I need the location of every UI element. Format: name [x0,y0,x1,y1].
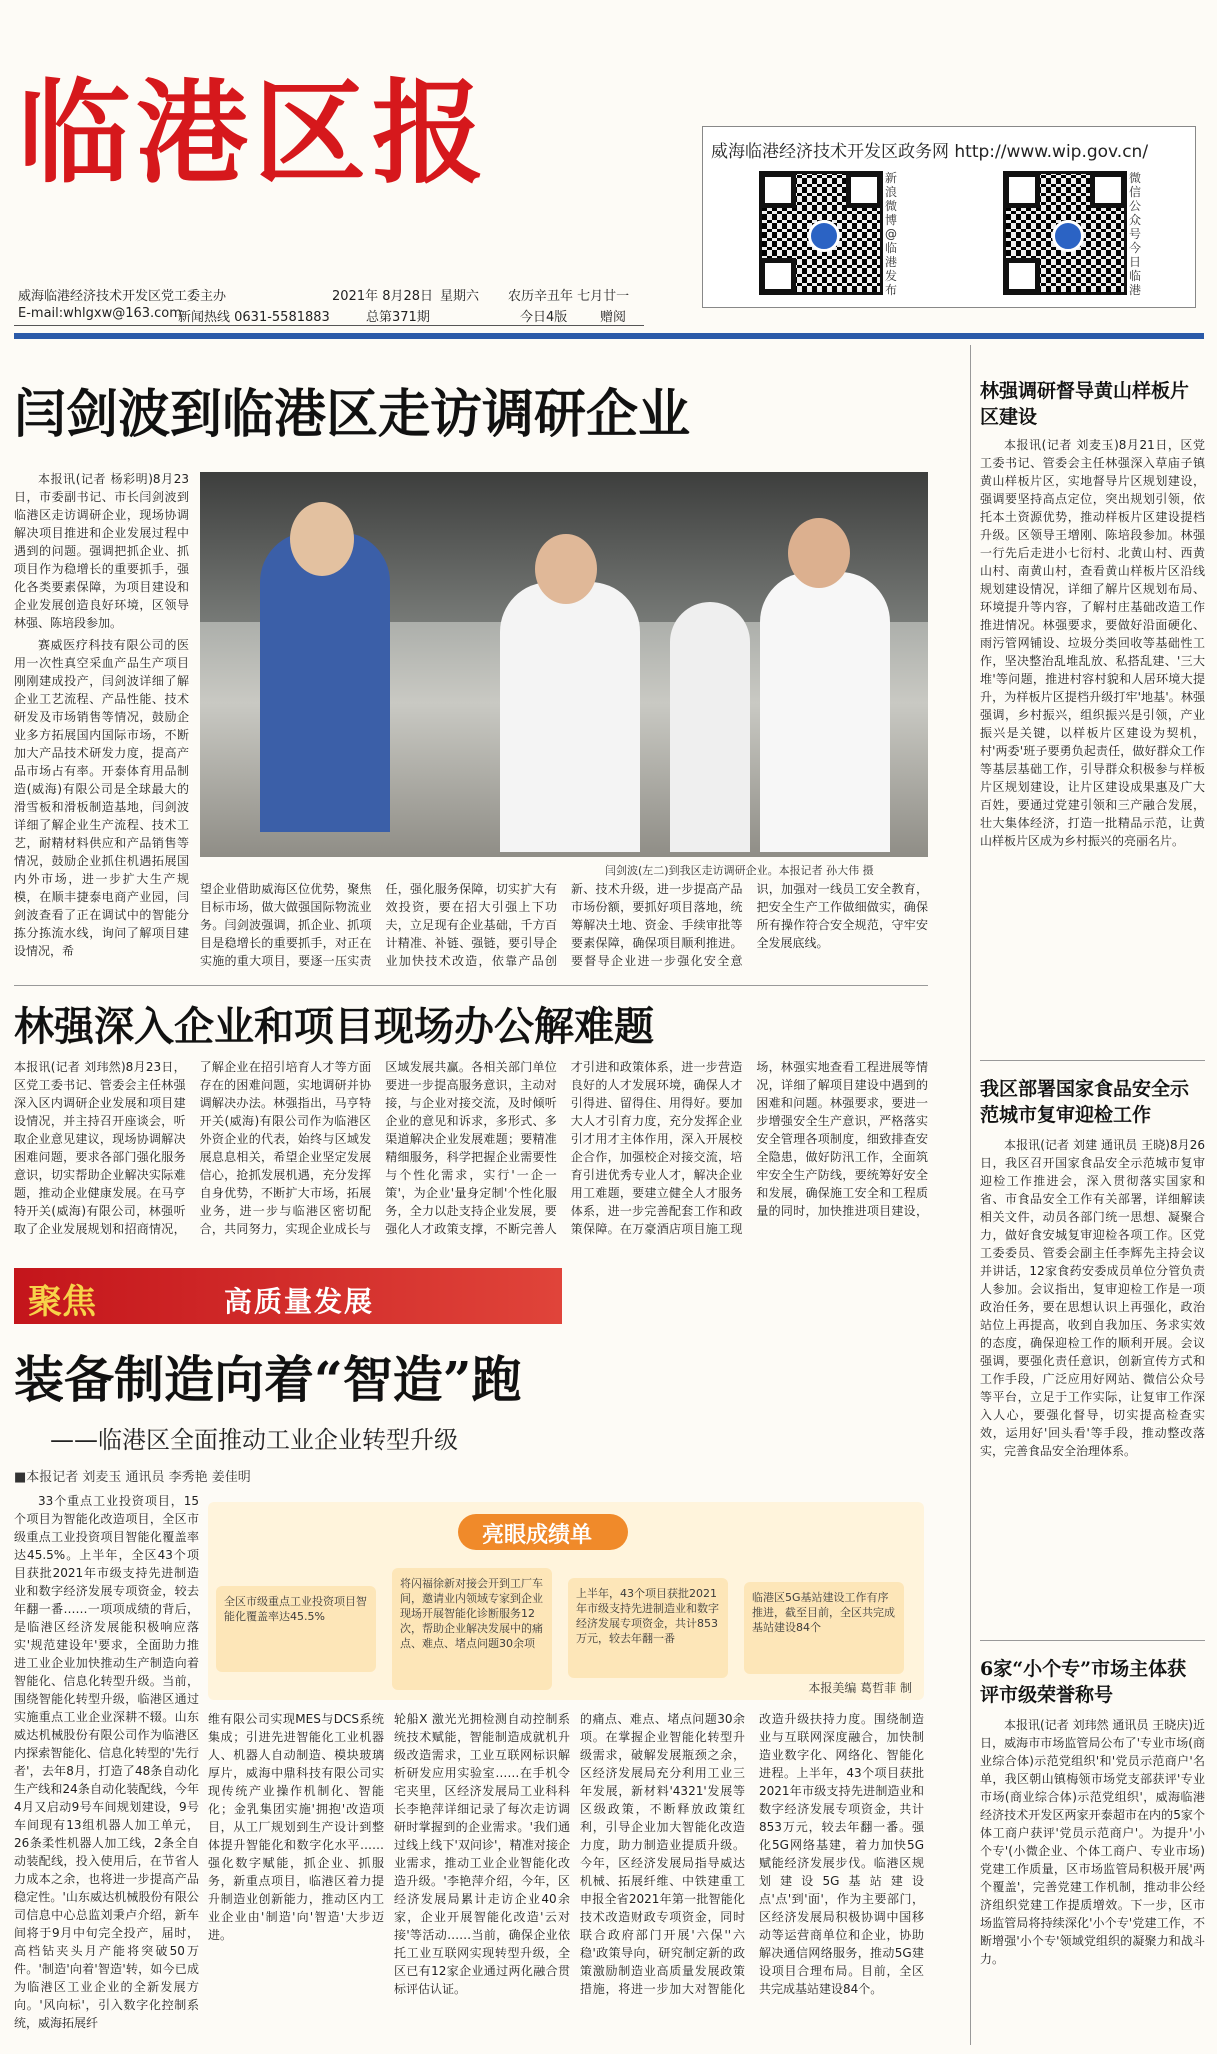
masthead-bar [14,333,1204,339]
banner-label-b: 高质量发展 [224,1285,375,1318]
lead-body-col1: 本报讯(记者 杨彩明)8月23日，市委副书记、市长闫剑波到临港区走访调研企业，现场协调解决项目推进和企业发展过程中遇到的问题。强调把抓企业、抓项目作为稳增长的重要抓手，强化各类要素保障，为项目建设和企业发展创造良好环境，区领导林强、陈培段参加。 赛威医疗科技有限公司的医用一次性真空采血产品生产项目刚刚建成投产，闫剑波详细了解企业工艺流程、产品性能、技术研发及市场销售等情况，鼓励企业多方拓展国内国际市场，不断加大产品技术研发力度，提高产品市场占有率。开泰体育用品制造(威海)有限公司是全球最大的滑雪板和滑板制造基地，闫剑波详细了解企业生产流程、技术工艺，耐精材料供应和产品销售等情况，鼓励企业抓住机遇拓展国内外市场，进一步扩大生产规模，在顺丰捷泰电商产业园，闫剑波查看了正在调试中的智能分拣分拣流水线，询问了解项目建设情况，希 [14,472,189,958]
sidebar-rule-2 [980,1640,1205,1641]
lead-headline: 闫剑波到临港区走访调研企业 [14,384,691,445]
sidebar-body-1: 本报讯(记者 刘麦玉)8月21日，区党工委书记、管委会主任林强深入草庙子镇黄山样板片区，实地督导片区规划建设，强调要坚持高点定位，突出规划引领，依托本土资源优势，推动样板片区建设提档升级。区领导王增刚、陈培段参加。林强一行先后走进小七衍村、北黄山村、西黄山村、南黄山村，查看黄山样板片区沿线规划建设情况，详细了解片区规划布局、环境提升等内容，了解村庄基础改造工作推进情况。林强要求，要做好沿面硬化、雨污管网铺设、垃圾分类回收等基础性工作，坚决整治乱堆乱放、私搭乱建、'三大堆'等问题，推进村容村貌和人居环境大提升，为样板片区提档升级打牢'地基'。林强强调，乡村振兴，组织振兴是引领，产业振兴是关键，以样板片区建设为契机，村'两委'班子要勇负起责任，做好群众工作等基层基础工作，引导群众积极参与样板片区规划建设，让片区建设成果惠及广大百姓，要通过党建引领和三产融合发展，壮大集体经济，打造一批精品示范，让黄山样板片区成为乡村振兴的亮丽名片。 [980,438,1205,848]
feature-body-col4: 的痛点、难点、堵点问题30余项。在掌握企业智能化转型升级需求，破解发展瓶颈之余，区经济发展局充分利用工业三年发展，新材料'4321'发展等区级政策，不断释放政策红利，引导企业加大智能化改造力度，助力制造业提质升级。今年，区经济发展局指导威达机械、拓展纤维、中铁建重工申报全省2021年第一批智能化技术改造财政专项资金，同时联合政府部门开展'六保''六稳'政策导向，研究制定新的政策激励制造业高质量发展政策措施，将进一步加大对智能化改造升级扶持力度。围绕制造业与互联网深度融合，加快制造业数字化、网络化、智能化进程。上半年，43个项目获批2021年市级支持先进制造业和数字经济发展专项资金，共计853万元，较去年翻一番。强化5G网络基建，着力加快5G赋能经济发展步伐。临港区规划建设5G基站建设点'点'到'面'，作为主要部门，区经济发展局积极协调中国移动等运营商单位和企业，协助解决通信网络服务，推动5G建设项目合理布局。目前，全区共完成基站建设84个。 [580,1712,924,1996]
banner-label-a: 聚焦 [28,1282,96,1322]
feature-headline: 装备制造向着“智造”跑 [14,1350,522,1409]
feature-body-col3: 轮船X 激光光拥检测自动控制系统技术赋能，智能制造成就机升级改造需求，工业互联网标识解析研发应用实验室……在手机令宅夹里，区经济发展局工业科科长李艳萍详细记录了每次走访调研时掌握到的企业需求。'我们通过线上线下'双问诊'，精准对接企业需求，推动工业企业智能化改造升级。'李艳萍介绍，今年，区经济发展局累计走访企业40余家，企业开展智能化改造'云对接'等活动……当前，确保企业依托工业互联网实现转型升级，全区已有12家企业通过两化融合贯标评估认证。 [394,1712,570,1996]
wechat-qr-icon [1003,171,1127,295]
achievement-credit: 本报美编 葛哲菲 制 [808,1681,912,1695]
lead-photo [200,472,928,857]
website-url[interactable]: 威海临港经济技术开发区政务网 http://www.wip.gov.cn/ [711,142,1149,162]
feature-body-col1: 33个重点工业投资项目，15个项目为智能化改造项目，全区市级重点工业投资项目智能化覆盖率达45.5%。上半年，全区43个项目获批2021年市级支持先进制造业和数字经济发展专项资金，较去年翻一番……一项项成绩的背后，是临港区经济发展能积极响应落实'规范建设年'要求，全面助力推进工业企业加快推动生产制造向着智能化、信息化转型升级。当前，围绕智能化转型升级，临港区通过实施重点工业企业深耕不辍。山东威达机械股份有限公司作为临港区内探索智能化、信息化转型的'先行者'，去年8月，打造了48条自动化生产线和24条自动化装配线，今年4月又启动9号车间规划建设，9号车间现有13组机器人加工单元，26条柔性机器人加工线，2条全自动装配线，投入使用后，在节省人力成本之余，也将进一步提高产品稳定性。'山东威达机械股份有限公司信息中心总监刘秉卢介绍，新车间将于9月中旬完全投产，届时，高档钻夹头月产能将突破50万件。'制造'向着'智造'转，如今已成为临港区工业企业的全新发展方向。'风向标'，引入数字化控制系统，威海拓展纤 [14,1494,199,2030]
achievement-card-3: 上半年，43个项目获批2021年市级支持先进制造业和数字经济发展专项资金，共计853万元，较去年翻一番 [568,1578,728,1678]
masthead-divider [14,325,644,326]
page-count: 今日4版 [520,310,568,325]
issue-number: 总第371期 [366,310,430,325]
sidebar-rule-1 [980,1060,1205,1061]
second-body: 本报讯(记者 刘玮然)8月23日，区党工委书记、管委会主任林强深入区内调研企业发展和项目建设情况，并主持召开座谈会，听取企业意见建议，现场协调解决困难问题，要求各部门强化服务意识，切实帮助企业解决实际难题，推动企业健康发展。在马亨特开关(威海)有限公司，林强听取了企业发展规划和招商情况，了解企业在招引培育人才等方面存在的困难问题，实地调研并协调解决办法。林强指出，马亨特开关(威海)有限公司作为临港区外资企业的代表，始终与区域发展息息相关，希望企业坚定发展信心，抢抓发展机遇，充分发挥自身优势，不断扩大市场，拓展业务，进一步与临港区密切配合，共同努力，实现企业成长与区域发展共赢。各相关部门单位要进一步提高服务意识，主动对接，与企业对接交流，及时倾听企业的意见和诉求，多形式、多渠道解决企业发展难题；要精准精细服务，科学把握企业需要性与个性化需求，实行'一企一策'，为企业'量身定制'个性化服务，全力以赴支持企业发展，要强化人才政策支撑，不断完善人才引进和政策体系，进一步营造良好的人才发展环境，确保人才引得进、留得住、用得好。要加大人才引育力度，充分发挥企业引才用才主体作用，深入开展校企合作，加强校企对接交流，培育引进优秀专业人才，解决企业用工难题，要建立健全人才服务体系，进一步完善配套工作和政策保障。在万豪酒店项目施工现场，林强实地查看工程进展等情况，详细了解项目建设中遇到的困难和问题。林强要求，要进一步增强安全生产意识，严格落实安全管理各项制度，细致排查安全隐患，做好防汛工作，全面筑牢安全生产防线，要统筹好安全和发展，确保施工安全和工程质量的同时，加快推进项目建设， [14,1060,928,1236]
lead-body-col2: 望企业借助威海区位优势，聚焦目标市场，做大做强国际物流业务。闫剑波强调，抓企业、抓项目是稳增长的重要抓手，对正在实施的重大项目，要逐一压实责任，强化服务保障，切实扩大有效投资，要在招大引强上下功夫，立足现有企业基础，千方百计精准、补链、强链，要引导企业加快技术改造，依靠产品创新、技术升级，进一步提高产品市场份额，要抓好项目落地，统筹解决土地、资金、手续审批等要素保障，确保项目顺利推进。要督导企业进一步强化安全意识，加强对一线员工安全教育，把安全生产工作做细做实，确保所有操作符合安全规范，守牢安全发展底线。 [200,882,928,968]
feature-subhead: ——临港区全面推动工业企业转型升级 [50,1426,458,1454]
feature-body-col2: 维有限公司实现MES与DCS系统集成；引进先进智能化工业机器人、机器人自动制造、模块玻璃厚片，威海中鼎科技有限公司实现传统产业操作机制化、智能化；金乳集团实施'拥抱'改造项目，从工厂规划到生产设计到整体提升智能化和数字化水平……强化数字赋能，抓企业、抓服务，新重点项目，临港区着力提升制造业创新能力，推动区内工业企业由'制造'向'智造'大步迈进。 [208,1712,384,1942]
feature-banner [14,1268,562,1324]
issue-date: 2021年 8月28日 [332,289,434,304]
achievement-title: 亮眼成绩单 [482,1523,593,1548]
second-headline: 林强深入企业和项目现场办公解难题 [14,1003,654,1050]
sidebar-headline-1: 林强调研督导黄山样板片区建设 [980,380,1190,428]
masthead-title: 临港区报 [18,68,490,199]
sidebar-headline-2: 我区部署国家食品安全示范城市复审迎检工作 [980,1078,1190,1126]
weibo-qr-icon [759,171,883,295]
section-divider [14,985,928,986]
price: 赠阅 [600,310,627,325]
sidebar-divider [970,345,971,2045]
sidebar-body-3: 本报讯(记者 刘玮然 通讯员 王晓庆)近日，威海市市场监管局公布了'专业市场(商业综合体)示范党组织'和'党员示范商户'名单，我区朝山镇梅领市场党支部获评'专业市场(商业综合体)示范党组织'，威海临港经济技术开发区两家开泰超市在内的5家个体工商户获评'党员示范商户'。为提升'小个专'(小微企业、个体工商户、专业市场)党建工作质量，区市场监管局积极开展'两个覆盖'，完善党建工作机制，推动非公经济组织党建工作提质增效。下一步，区市场监管局将持续深化'小个专'党建工作，不断增强'小个专'领域党组织的凝聚力和战斗力。 [980,1718,1205,1966]
publisher: 威海临港经济技术开发区党工委主办 [18,289,227,304]
lead-photo-caption: 闫剑波(左二)到我区走访调研企业。本报记者 孙大伟 摄 [605,864,874,877]
wechat-qr-label: 微信公众号今日临港 [1129,171,1142,297]
weekday: 星期六 [440,289,480,304]
achievement-panel [208,1502,924,1700]
sidebar-headline-3: 6家“小个专”市场主体获评市级荣誉称号 [980,1658,1187,1706]
feature-byline: ■本报记者 刘麦玉 通讯员 李秀艳 姜佳明 [14,1470,251,1485]
hotline: 新闻热线 0631-5581883 [178,310,330,325]
weibo-qr-label: 新浪微博@临港发布 [885,171,898,297]
info-box [702,126,1196,308]
lunar-date: 农历辛丑年 七月廿一 [508,289,630,304]
achievement-card-1: 全区市级重点工业投资项目智能化覆盖率达45.5% [216,1586,376,1672]
sidebar-body-2: 本报讯(记者 刘建 通讯员 王晓)8月26日，我区召开国家食品安全示范城市复审迎检工作推进会，深入贯彻落实国家和省、市食品安全工作有关部署，详细解读相关文件，动员各部门统一思想、凝聚合力，做好食安城复审迎检各项工作。区党工委委员、管委会副主任李辉先主持会议并讲话，12家食药安委成员单位分管负责人参加。会议指出，复审迎检工作是一项政治任务，要在思想认识上再强化，政治站位上再提高，收到自我加压、务求实效的态度，确保迎检工作的顺利开展。会议强调，要强化责任意识，创新宣传方式和工作手段，广泛应用好网站、微信公众号等平台，立足于工作实际，让复审工作深入人心，要强化督导，切实提高检查实效，运用好'回头看'等手段，推动整改落实，完善食品安全治理体系。 [980,1138,1205,1458]
achievement-card-2: 将闪福徐新对接会开到工厂车间，邀请业内领域专家到企业现场开展智能化诊断服务12次，帮助企业解决发展中的痛点、难点、堵点问题30余项 [392,1568,552,1690]
email[interactable]: E-mail:whlgxw@163.com [18,306,182,321]
achievement-card-4: 临港区5G基站建设工作有序推进，截至目前，全区共完成基站建设84个 [744,1582,904,1674]
